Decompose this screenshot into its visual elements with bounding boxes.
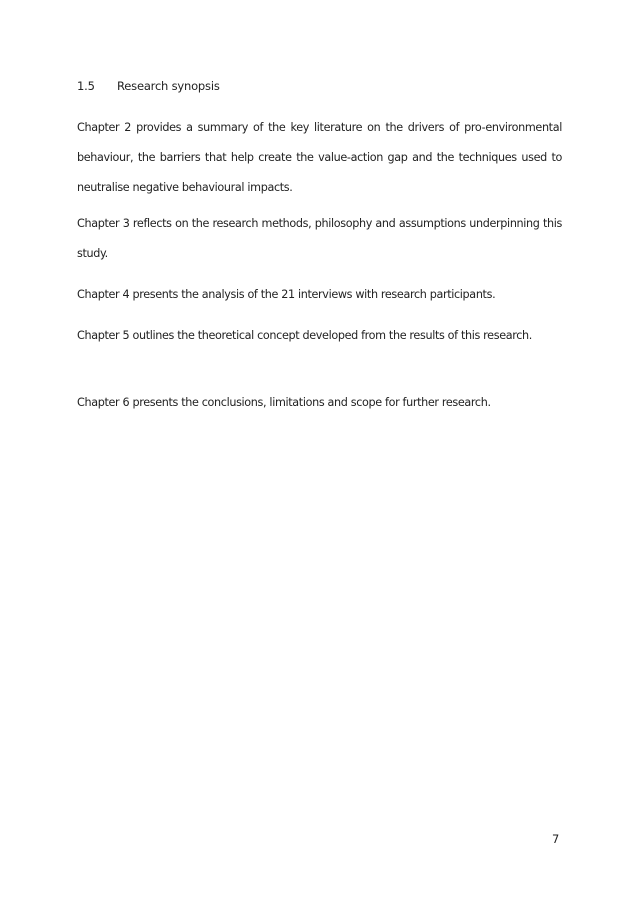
paragraph-chapter-2: Chapter 2 provides a summary of the key literature on the drivers of pro-environmental behaviour, the barriers that help create the value-action gap and the techniques used to neutralise negative behavioural impacts. <box>77 121 562 194</box>
section-heading <box>77 79 220 93</box>
section-number: 1.5 <box>77 79 95 93</box>
paragraph-chapter-3: Chapter 3 reflects on the research methods, philosophy and assumptions underpinning this study. <box>77 217 562 260</box>
paragraph-chapter-6: Chapter 6 presents the conclusions, limitations and scope for further research. <box>77 396 491 409</box>
paragraph-chapter-4: Chapter 4 presents the analysis of the 21 interviews with research participants. <box>77 288 496 301</box>
section-title: Research synopsis <box>117 79 220 93</box>
paragraph-chapter-5: Chapter 5 outlines the theoretical concept developed from the results of this research. <box>77 329 532 342</box>
page-number: 7 <box>552 832 560 846</box>
